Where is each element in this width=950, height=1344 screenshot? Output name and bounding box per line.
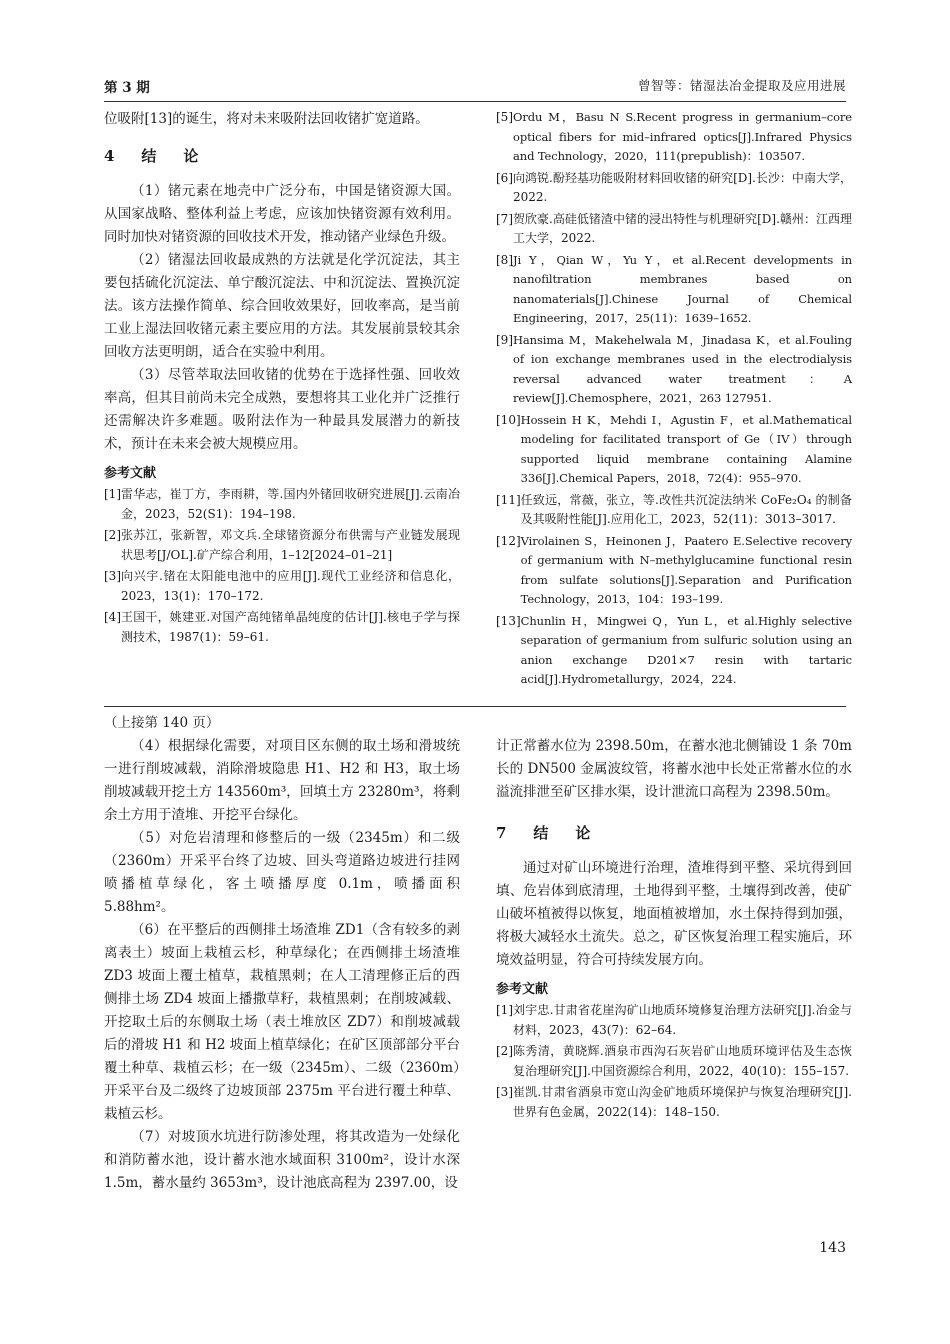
reference-item <box>496 210 852 249</box>
reference-text: Ji Y，Qian W，Yu Y，et al.Recent developments in nanofiltration membranes based on nanomaterials[J].Chinese Journal of Chemical Engineering，2017，25(11)：1639–1652. <box>513 252 852 325</box>
reference-number: [3] <box>104 569 121 583</box>
reference-number: [12] <box>496 533 521 548</box>
lower-left-paragraphs <box>104 735 460 1195</box>
reference-number: [9] <box>496 332 513 347</box>
reference-number: [2] <box>104 528 121 542</box>
continued-paragraph: 计正常蓄水位为 2398.50m，在蓄水池北侧铺设 1 条 70m 长的 DN500 金属波纹管，将蓄水池中长处正常蓄水位的水溢流排泄至矿区排水渠，设计泄流口高程为 2398.50m。 <box>496 738 852 800</box>
reference-text: Hossein H K，Mehdi I，Agustin F，et al.Mathematical modeling for facilitated transport of Ge（IV）through supported liquid membrane containing Alamine 336[J].Chemical Papers，2018，72(4)：955–970. <box>520 412 852 485</box>
reference-text: 雷华志，崔丁方，李雨耕，等.国内外锗回收研究进展[J].云南冶金，2023，52(S1)：194–198. <box>121 487 460 521</box>
reference-item <box>496 251 852 329</box>
reference-item <box>496 1042 852 1081</box>
references-heading: 参考文献 <box>104 466 157 481</box>
upper-left-column <box>104 108 460 649</box>
reference-number: [2] <box>496 1044 513 1058</box>
reference-text: 张苏江，张新智，邓文兵.全球锗资源分布供需与产业链发展现状思考[J/OL].矿产综合利用，1–12[2024–01–21] <box>121 528 460 562</box>
reference-number: [3] <box>496 1085 513 1099</box>
reference-item <box>496 491 852 530</box>
body-paragraph: （4）根据绿化需要，对项目区东侧的取土场和滑坡统一进行削坡减载，消除滑坡隐患 H1、H2 和 H3，取土场削坡减载开挖土方 143560m³，回填土方 23280m³，将剩余土方用于渣堆、开挖平台绿化。 <box>104 738 460 823</box>
reference-item <box>104 526 460 565</box>
reference-text: Ordu M，Basu N S.Recent progress in germanium–core optical fibers for mid–infrared optics[J].Infrared Physics and Technology，2020，111(prepublish)：103507. <box>513 110 852 163</box>
reference-number: [5] <box>496 110 513 124</box>
conclusions <box>104 180 460 456</box>
reference-text: 刘宇忠.甘肃省花崖沟矿山地质环境修复治理方法研究[J].冶金与材料，2023，43(7)：62–64. <box>513 1003 852 1037</box>
reference-text: Hansima M，Makehelwala M，Jinadasa K，et al.Fouling of ion exchange membranes used in the electrodialysis reversal advanced water treatment：A review[J].Chemosphere，2021，263 127951. <box>513 332 852 405</box>
reference-item <box>496 532 852 610</box>
reference-item <box>104 485 460 524</box>
reference-number: [1] <box>496 1003 513 1017</box>
section-7-title: 7 结 论 <box>496 824 597 842</box>
reference-item <box>496 1001 852 1040</box>
reference-item <box>496 411 852 489</box>
references-right <box>496 108 852 690</box>
section-4-title: 4 结 论 <box>104 147 205 165</box>
reference-text: Chunlin H，Mingwei Q，Yun L，et al.Highly selective separation of germanium from sulfuric solution using an anion exchange D201×7 resin with tartaric acid[J].Hydrometallurgy，2024，224. <box>520 613 852 686</box>
running-title: 曾智等：锗湿法冶金提取及应用进展 <box>637 78 846 93</box>
body-paragraph: （7）对坡顶水坑进行防渗处理，将其改造为一处绿化和消防蓄水池，设计蓄水池水域面积 3100m²，设计水深 1.5m，蓄水量约 3653m³，设计池底高程为 2397.00，设 <box>104 1129 460 1191</box>
references-left <box>104 485 460 647</box>
continued-from: （上接第 140 页） <box>104 715 220 731</box>
reference-number: [4] <box>104 610 121 624</box>
reference-number: [13] <box>496 613 521 628</box>
middle-rule <box>104 706 846 707</box>
reference-number: [7] <box>496 211 513 226</box>
reference-number: [8] <box>496 252 513 267</box>
reference-item <box>496 331 852 409</box>
lower-right-column <box>496 735 852 1124</box>
reference-number: [6] <box>496 170 513 185</box>
reference-item <box>104 567 460 606</box>
reference-item <box>496 612 852 690</box>
reference-number: [11] <box>496 492 521 507</box>
body-paragraph: （6）在平整后的西侧排土场渣堆 ZD1（含有较多的剥离表土）坡面上栽植云杉，种草绿化；在西侧排土场渣堆 ZD3 坡面上覆土植草，栽植黑刺；在人工清理修正后的西侧排土场 ZD4 坡面上播撒草籽，栽植黑刺；在削坡减载、开挖取土后的东侧取土场（表土堆放区 ZD7）和削坡减载后的滑坡 H1 和 H2 坡面上植草绿化；在矿区顶部部分平台覆土种草、栽植云杉；在一级（2345m）、二级（2360m）开采平台及二级终了边坡顶部 2375m 平台进行覆土种草、栽植云杉。 <box>104 922 460 1122</box>
upper-right-column <box>496 108 852 692</box>
reference-text: 王国干，姚建亚.对国产高纯锗单晶纯度的估计[J].核电子学与探测技术，1987(1)：59–61. <box>121 610 460 644</box>
reference-item <box>496 108 852 167</box>
reference-number: [10] <box>496 412 521 427</box>
reference-text: Virolainen S，Heinonen J，Paatero E.Selective recovery of germanium with N–methylglucamine functional resin from sulfate solutions[J].Separation and Purification Technology，2013，104：193–199. <box>520 533 852 606</box>
references-heading-2: 参考文献 <box>496 982 549 997</box>
section-7-text: 通过对矿山环境进行治理，渣堆得到平整、采坑得到回填、危岩体到底清理，土地得到平整，土壤得到改善，使矿山破坏植被得以恢复，地面植被增加，水土保持得到加强，将极大减轻水土流失。总之，矿区恢复治理工程实施后，环境效益明显，符合可持续发展方向。 <box>496 860 852 968</box>
reference-text: 向兴宇.锗在太阳能电池中的应用[J].现代工业经济和信息化，2023，13(1)：170–172. <box>121 569 460 603</box>
conclusion-paragraph: （2）锗湿法回收最成熟的方法就是化学沉淀法，其主要包括硫化沉淀法、单宁酸沉淀法、中和沉淀法、置换沉淀法。该方法操作简单、综合回收效果好，回收率高，是当前工业上湿法回收锗元素主要应用的方法。其发展前景较其余回收方法更明朗，适合在实验中利用。 <box>104 252 460 360</box>
page-number: 143 <box>819 1240 846 1256</box>
reference-number: [1] <box>104 487 121 501</box>
lower-left-column <box>104 735 460 1195</box>
conclusion-paragraph: （1）锗元素在地壳中广泛分布，中国是锗资源大国。从国家战略、整体利益上考虑，应该加快锗资源有效利用。同时加快对锗资源的回收技术开发，推动锗产业绿色升级。 <box>104 183 460 245</box>
body-paragraph: （5）对危岩清理和修整后的一级（2345m）和二级（2360m）开采平台终了边坡、回头弯道路边坡进行挂网喷播植草绿化，客土喷播厚度 0.1m，喷播面积 5.88hm²。 <box>104 830 460 915</box>
intro-line: 位吸附[13]的诞生，将对未来吸附法回收锗扩宽道路。 <box>104 111 429 127</box>
conclusion-paragraph: （3）尽管萃取法回收锗的优势在于选择性强、回收效率高，但其目前尚未完全成熟，要想将其工业化并广泛推行还需解决许多难题。吸附法作为一种最具发展潜力的新技术，预计在未来会被大规模应用。 <box>104 367 460 452</box>
reference-item <box>496 169 852 208</box>
reference-item <box>104 608 460 647</box>
reference-text: 陈秀清，黄晓辉.酒泉市西沟石灰岩矿山地质环境评估及生态恢复治理研究[J].中国资源综合利用，2022，40(10)：155–157. <box>513 1044 852 1078</box>
reference-item <box>496 1083 852 1122</box>
reference-text: 向鸿锐.酚羟基功能吸附材料回收锗的研究[D].长沙：中南大学，2022. <box>513 170 852 204</box>
reference-text: 贺欣豪.高硅低锗渣中锗的浸出特性与机理研究[D].赣州：江西理工大学，2022. <box>513 211 852 245</box>
references-lower <box>496 1001 852 1122</box>
header-rule <box>104 101 846 102</box>
reference-text: 任致远，常薇，张立，等.改性共沉淀法纳米 CoFe₂O₄ 的制备及其吸附性能[J].应用化工，2023，52(11)：3013–3017. <box>520 492 852 526</box>
reference-text: 崔凯.甘肃省酒泉市宽山沟金矿地质环境保护与恢复治理研究[J].世界有色金属，2022(14)：148–150. <box>513 1085 852 1119</box>
issue-label: 第 3 期 <box>104 80 150 96</box>
